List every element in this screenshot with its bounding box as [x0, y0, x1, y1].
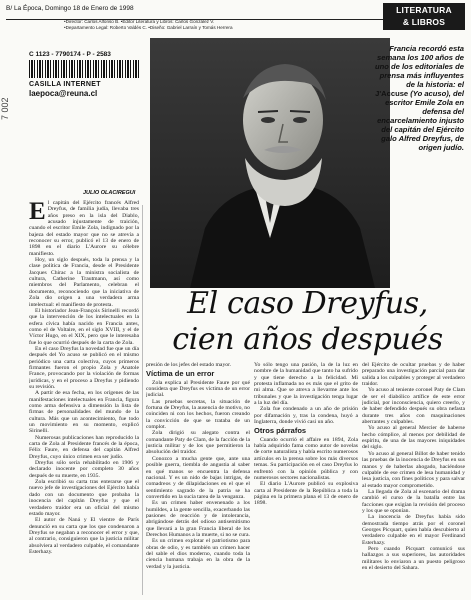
contact-email: laepoca@reuna.cl	[29, 89, 98, 98]
caption-part1: Francia recordó esta semana los 100 años de uno de los editoriales de prensa más influyentes de la historia: el	[374, 44, 464, 89]
headline-line2: cien años después	[172, 322, 443, 357]
byline: JULIO OLACIREGUI	[83, 190, 136, 196]
barcode-icon	[29, 60, 139, 78]
col4-paragraph: La inocencia de Dreyfus había sido demostrada tiempo atrás por el coronel Georges Picquart, quien había descubierto al verdadero culpable en el mayor Ferdinand Esterhazy.	[362, 514, 465, 546]
photo-caption	[372, 44, 464, 152]
col3-paragraph: Cuando ocurrió el affaire en 1894, Zola había adquirido fama como autor de novelas de corte naturalista y había escrito numerosos artículos en la prensa sobre los más diversos temas. Su participación en el caso Dreyfus lo enfrentó con la opinión pública y con numerosos sectores nacionalistas.	[254, 436, 358, 481]
info-box	[29, 51, 142, 98]
drop-cap: E	[29, 200, 46, 225]
article-column-2	[146, 362, 250, 596]
col2-paragraph: Zola explica al Presidente Faure por qué considera que Dreyfus es víctima de un error judicial.	[146, 379, 250, 399]
col3-paragraph: Zola fue condenado a un año de prisión por difamación y, tras la condena, huyó a Inglaterra, donde vivió casi un año.	[254, 406, 358, 426]
col4-paragraph: Yo acuso al general Mercier de haberse hecho cómplice, al menos por debilidad de espíritu, de una de las mayores iniquidades del siglo.	[362, 425, 465, 451]
col1-paragraph: En el caso Dreyfus la novedad fue que un día después del Yo acuso se publicó en el mismo periódico una carta colectiva, cuyos primeros firmantes fueron el propio Zola y Anatole France, provocando por la violación de formas jurídicas, y en el proceso a Dreyfus y pidiendo su revisión.	[29, 345, 139, 390]
portrait-photo-svg	[150, 38, 390, 288]
section-label	[383, 3, 465, 30]
headline-line1: El caso Dreyfus,	[187, 286, 428, 321]
section-label-line1: LITERATURA	[396, 5, 452, 15]
subhead-otros: Otros párrafos	[254, 426, 307, 436]
article-column-4	[362, 362, 465, 596]
column-divider	[142, 205, 143, 595]
col4-paragraph: Yo acuso al teniente coronel Paty de Clam de ser el diabólico artífice de este error judicial, por inconsciencia, quiero creerlo, y de haber defendido después su obra nefasta durante tres años con maquinaciones aberrantes y culpables.	[362, 387, 465, 426]
subhead-victima: Víctima de un error	[146, 369, 215, 379]
col1-paragraph: Hoy, un siglo después, toda la prensa y la clase política de Francia, desde el Presidente Jacques Chirac a la ministra socialista de cultura, Catherine Trautmann, así como miembros del Parlamento, celebran el documento, reconociendo que la iniciativa de Zola dio origen a una verdadera arma intelectual: el manifiesto de protesta.	[29, 257, 139, 308]
archive-code: C 1123 - 7790174 - P - 2583	[29, 51, 111, 58]
article-column-3	[254, 362, 358, 596]
col1-paragraph: El autor de Naná y El vientre de París denunció en su carta que los que condenaron a Dreyfus se negaban a reconocer el error y que, al contrario, consiguieron que la justicia militar absolviera al verdadero culpable, el comandante Esterhazy.	[29, 517, 139, 555]
caption-emphasis: J'Accuse	[375, 89, 409, 98]
headline	[150, 286, 465, 358]
col4-paragraph: del Ejército de ocultar pruebas y de haber preparado una investigación parcial para dar salida a los culpables y proteger al verdadero traidor.	[362, 362, 465, 388]
portrait-photo-icon	[150, 38, 390, 288]
col4-paragraph: Pero cuando Picquart comunicó sus hallazgos a sus superiores, las autoridades militares lo enviaron a un puesto peligroso en el desierto del Sahara.	[362, 545, 465, 571]
credits-line2: •Departamento Legal: Roberto Valdés C. •Diseño: Gabriel Larraín y Tomás Herrera	[64, 25, 233, 30]
article-column-1	[29, 200, 139, 596]
col4-paragraph: La llegada de Zola al escenario del drama cambió el curso de la batalla entre las facciones que exigían la revisión del proceso y los que se oponían.	[362, 488, 465, 514]
col2-paragraph: Es un crimen haber envenenado a los humildes, a la gente sencilla, exacerbando las pasiones de reacción y de intolerancia, abrigándose detrás del odioso antisemitismo que llevará a la gran Francia liberal de los Derechos Humanos a la muerte, si no se cura.	[146, 500, 250, 538]
col1-paragraph: Zola escribió su carta tras enterarse que el nuevo jefe de investigaciones del Ejército había dado con un documento que probaba la inocencia del capitán Dreyfus y que el verdadero traidor era un oficial del mismo estado mayor.	[29, 479, 139, 517]
col2-paragraph: Las pruebas secretas, la situación de fortuna de Dreyfus, la ausencia de motivo, no coinciden ni con los hechos, fueron creando la convicción de que se trataba de un complot.	[146, 398, 250, 431]
col4-paragraph: Yo acuso al general Billot de haber tenido las pruebas de la inocencia de Dreyfus en sus manos y de haberlas ahogado, haciéndose culpable de ese crimen de lesa humanidad y lesa justicia, con fines políticos y para salvar al estado mayor comprometido.	[362, 450, 465, 489]
col1-paragraph: Dreyfus sólo sería rehabilitado en 1906 y declarado inocente por completo 30 años después de su muerte, en 1935.	[29, 460, 139, 479]
col3-paragraph: Yo sólo tengo una pasión, la de la luz en nombre de la humanidad que tanto ha sufrido y que tiene derecho a la felicidad. Mi protesta inflamada no es más que el grito de mi alma. Que se atreva a llevarme ante los tribunales y que la investigación tenga lugar a la luz del día.	[254, 362, 358, 407]
col3-paragraph: El diario L'Aurore publicó su explosiva carta al Presidente de la República a toda la página en la primera plana el 13 de enero de 1898.	[254, 481, 358, 507]
section-label-line2: & LIBROS	[402, 17, 446, 27]
credits-line1: •Director: Carlos Alfonso B. •Editor Literatura y Libros: Carlos González V.	[64, 19, 215, 24]
col1-paragraph: Numerosas publicaciones han reproducido la carta de Zola al Presidente francés de la época, Félix Faure, en defensa del capitán Alfred Dreyfus, cuyo único crimen era ser judío.	[29, 434, 139, 460]
col1-paragraph: A partir de esa fecha, en los orígenes de las manifestaciones intelectuales en Francia, figura como arma defensiva a dimensión la lista de firmas de personalidades del mundo de la cultura. Más que un acontecimiento, fue todo un movimiento en su momento, explicó Sirinelli.	[29, 390, 139, 435]
col2-paragraph: Zola dirigió su alegato contra el comandante Paty de Clam, de la facción de la justicia militar y de los que permitieron la absolución del traidor.	[146, 430, 250, 456]
col2-paragraph: Es un crimen explotar el patriotismo para obras de odio, y es también un crimen hacer del sable el dios moderno, cuando toda la ciencia humana trabaja en la obra de la verdad y la justicia.	[146, 538, 250, 570]
col1-paragraph: l capitán del Ejército francés Alfred Dreyfus, de familia judía, llevaba tres años preso en la isla del Diablo, acusado injustamente de traición, cuando el escritor Emile Zola, indignado por la bajeza del estado mayor que no se atrevía a reconocer su error, publicó el 13 de enero de 1898 en el diario L'Aurore su célebre manifiesto.	[29, 200, 139, 257]
handwritten-margin-note: 7 002	[0, 97, 10, 120]
caption-part2: (Yo acuso), del escritor Emile Zola en defensa del encarcelamiento injusto del capitán del Ejército galo Alfred Dreyfus, de origen judío.	[377, 89, 464, 152]
col1-paragraph: El historiador Jean-François Sirinelli recordó que la intervención de los intelectuales en la esfera cívica había nacido en Francia antes, como el de Voltaire, en el siglo XVIII, y el de Víctor Hugo, en el XIX, pero que le interesaba fue lo que ocurrió después de la carta de Zola.	[29, 307, 139, 346]
credits	[64, 19, 376, 31]
casilla-label: CASILLA INTERNET	[29, 81, 101, 88]
page-info: B/ La Época, Domingo 18 de Enero de 1998	[6, 5, 134, 12]
col2-paragraph: presión de los jefes del estado mayor.	[146, 362, 232, 368]
col2-paragraph: Conozco a mucha gente que, ante una posible guerra, tiembla de angustia al saber en qué manos se encuentra la defensa nacional. Y es un nido de bajas intrigas, de comadreos y de dilapidaciones en el que el sentimiento sagrado de la patria se ha convertido en la sucia tarea de la venganza.	[146, 455, 250, 500]
